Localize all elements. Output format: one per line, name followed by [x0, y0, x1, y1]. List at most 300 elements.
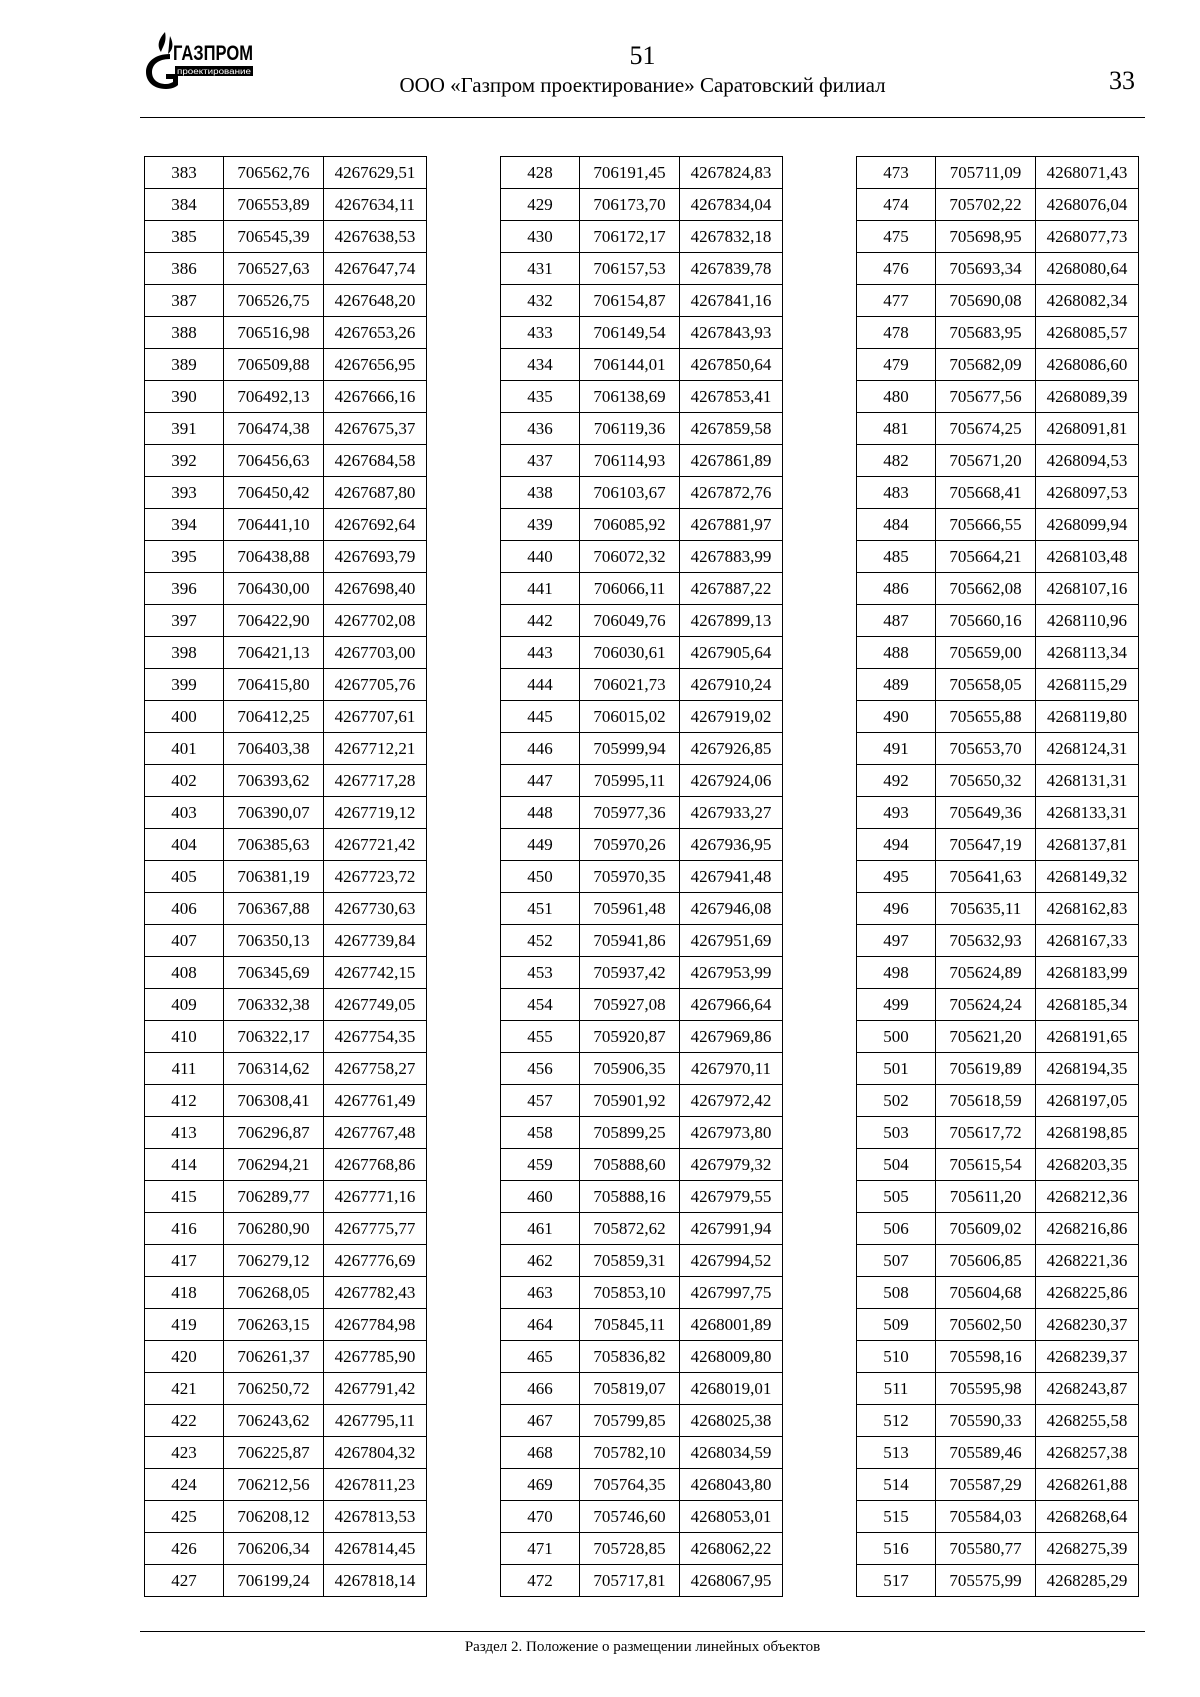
x-coordinate-cell: 706526,75	[224, 285, 324, 317]
x-coordinate-cell: 706430,00	[224, 573, 324, 605]
y-coordinate-cell: 4267905,64	[680, 637, 783, 669]
point-number-cell: 496	[857, 893, 936, 925]
point-number-cell: 499	[857, 989, 936, 1021]
point-number-cell: 509	[857, 1309, 936, 1341]
x-coordinate-cell: 705977,36	[580, 797, 680, 829]
y-coordinate-cell: 4267707,61	[324, 701, 427, 733]
table-row	[145, 1149, 427, 1181]
point-number-cell: 410	[145, 1021, 224, 1053]
x-coordinate-cell: 705674,25	[936, 413, 1036, 445]
x-coordinate-cell: 705650,32	[936, 765, 1036, 797]
point-number-cell: 439	[501, 509, 580, 541]
y-coordinate-cell: 4268110,96	[1036, 605, 1139, 637]
table-row	[145, 541, 427, 573]
table-row	[145, 1565, 427, 1597]
x-coordinate-cell: 706243,62	[224, 1405, 324, 1437]
x-coordinate-cell: 705660,16	[936, 605, 1036, 637]
x-coordinate-cell: 706562,76	[224, 157, 324, 189]
y-coordinate-cell: 4267887,22	[680, 573, 783, 605]
y-coordinate-cell: 4267814,45	[324, 1533, 427, 1565]
table-row	[145, 381, 427, 413]
x-coordinate-cell: 706314,62	[224, 1053, 324, 1085]
x-coordinate-cell: 705901,92	[580, 1085, 680, 1117]
table-row	[857, 1437, 1139, 1469]
x-coordinate-cell: 705746,60	[580, 1501, 680, 1533]
y-coordinate-cell: 4267997,75	[680, 1277, 783, 1309]
x-coordinate-cell: 706456,63	[224, 445, 324, 477]
point-number-cell: 459	[501, 1149, 580, 1181]
y-coordinate-cell: 4268124,31	[1036, 733, 1139, 765]
y-coordinate-cell: 4267771,16	[324, 1181, 427, 1213]
table-row	[857, 1181, 1139, 1213]
y-coordinate-cell: 4267872,76	[680, 477, 783, 509]
y-coordinate-cell: 4268221,36	[1036, 1245, 1139, 1277]
point-number-cell: 393	[145, 477, 224, 509]
point-number-cell: 476	[857, 253, 936, 285]
table-row	[145, 157, 427, 189]
table-row	[857, 477, 1139, 509]
x-coordinate-cell: 705690,08	[936, 285, 1036, 317]
point-number-cell: 429	[501, 189, 580, 221]
x-coordinate-cell: 706015,02	[580, 701, 680, 733]
y-coordinate-cell: 4268089,39	[1036, 381, 1139, 413]
x-coordinate-cell: 706173,70	[580, 189, 680, 221]
point-number-cell: 495	[857, 861, 936, 893]
x-coordinate-cell: 705683,95	[936, 317, 1036, 349]
table-row	[857, 445, 1139, 477]
table-row	[857, 573, 1139, 605]
y-coordinate-cell: 4267775,77	[324, 1213, 427, 1245]
y-coordinate-cell: 4267705,76	[324, 669, 427, 701]
x-coordinate-cell: 706280,90	[224, 1213, 324, 1245]
table-row	[145, 1533, 427, 1565]
x-coordinate-cell: 705619,89	[936, 1053, 1036, 1085]
point-number-cell: 513	[857, 1437, 936, 1469]
y-coordinate-cell: 4267767,48	[324, 1117, 427, 1149]
x-coordinate-cell: 706030,61	[580, 637, 680, 669]
y-coordinate-cell: 4267776,69	[324, 1245, 427, 1277]
x-coordinate-cell: 706144,01	[580, 349, 680, 381]
point-number-cell: 498	[857, 957, 936, 989]
y-coordinate-cell: 4268099,94	[1036, 509, 1139, 541]
table-row	[145, 509, 427, 541]
x-coordinate-cell: 705611,20	[936, 1181, 1036, 1213]
point-number-cell: 416	[145, 1213, 224, 1245]
page-number: 51	[629, 41, 656, 70]
y-coordinate-cell: 4267936,95	[680, 829, 783, 861]
x-coordinate-cell: 706154,87	[580, 285, 680, 317]
x-coordinate-cell: 705587,29	[936, 1469, 1036, 1501]
table-row	[501, 509, 783, 541]
y-coordinate-cell: 4267687,80	[324, 477, 427, 509]
point-number-cell: 485	[857, 541, 936, 573]
point-number-cell: 388	[145, 317, 224, 349]
y-coordinate-cell: 4268097,53	[1036, 477, 1139, 509]
table-row	[501, 1053, 783, 1085]
y-coordinate-cell: 4268183,99	[1036, 957, 1139, 989]
y-coordinate-cell: 4267721,42	[324, 829, 427, 861]
point-number-cell: 422	[145, 1405, 224, 1437]
x-coordinate-cell: 705711,09	[936, 157, 1036, 189]
x-coordinate-cell: 706509,88	[224, 349, 324, 381]
x-coordinate-cell: 706381,19	[224, 861, 324, 893]
point-number-cell: 464	[501, 1309, 580, 1341]
y-coordinate-cell: 4267818,14	[324, 1565, 427, 1597]
point-number-cell: 412	[145, 1085, 224, 1117]
point-number-cell: 444	[501, 669, 580, 701]
y-coordinate-cell: 4267853,41	[680, 381, 783, 413]
x-coordinate-cell: 705702,22	[936, 189, 1036, 221]
point-number-cell: 383	[145, 157, 224, 189]
point-number-cell: 512	[857, 1405, 936, 1437]
y-coordinate-cell: 4268076,04	[1036, 189, 1139, 221]
x-coordinate-cell: 706403,38	[224, 733, 324, 765]
point-number-cell: 386	[145, 253, 224, 285]
y-coordinate-cell: 4267979,55	[680, 1181, 783, 1213]
x-coordinate-cell: 706553,89	[224, 189, 324, 221]
table-row	[501, 1341, 783, 1373]
point-number-cell: 437	[501, 445, 580, 477]
x-coordinate-cell: 706438,88	[224, 541, 324, 573]
point-number-cell: 479	[857, 349, 936, 381]
y-coordinate-cell: 4267761,49	[324, 1085, 427, 1117]
y-coordinate-cell: 4267881,97	[680, 509, 783, 541]
x-coordinate-cell: 705853,10	[580, 1277, 680, 1309]
x-coordinate-cell: 706492,13	[224, 381, 324, 413]
table-row	[145, 989, 427, 1021]
y-coordinate-cell: 4267946,08	[680, 893, 783, 925]
x-coordinate-cell: 706199,24	[224, 1565, 324, 1597]
table-row	[857, 381, 1139, 413]
table-row	[145, 285, 427, 317]
table-row	[501, 157, 783, 189]
table-row	[145, 349, 427, 381]
table-row	[501, 477, 783, 509]
y-coordinate-cell: 4268019,01	[680, 1373, 783, 1405]
y-coordinate-cell: 4268094,53	[1036, 445, 1139, 477]
y-coordinate-cell: 4268107,16	[1036, 573, 1139, 605]
x-coordinate-cell: 706138,69	[580, 381, 680, 413]
x-coordinate-cell: 705602,50	[936, 1309, 1036, 1341]
table-row	[857, 701, 1139, 733]
y-coordinate-cell: 4268275,39	[1036, 1533, 1139, 1565]
y-coordinate-cell: 4268137,81	[1036, 829, 1139, 861]
point-number-cell: 515	[857, 1501, 936, 1533]
y-coordinate-cell: 4267638,53	[324, 221, 427, 253]
table-row	[857, 925, 1139, 957]
table-row	[501, 1309, 783, 1341]
y-coordinate-cell: 4267859,58	[680, 413, 783, 445]
point-number-cell: 424	[145, 1469, 224, 1501]
table-row	[857, 1309, 1139, 1341]
point-number-cell: 470	[501, 1501, 580, 1533]
table-row	[857, 1373, 1139, 1405]
table-row	[501, 989, 783, 1021]
x-coordinate-cell: 706072,32	[580, 541, 680, 573]
y-coordinate-cell: 4268034,59	[680, 1437, 783, 1469]
x-coordinate-cell: 706289,77	[224, 1181, 324, 1213]
point-number-cell: 510	[857, 1341, 936, 1373]
y-coordinate-cell: 4267702,08	[324, 605, 427, 637]
table-row	[501, 317, 783, 349]
table-row	[145, 573, 427, 605]
y-coordinate-cell: 4267843,93	[680, 317, 783, 349]
x-coordinate-cell: 706294,21	[224, 1149, 324, 1181]
x-coordinate-cell: 705899,25	[580, 1117, 680, 1149]
point-number-cell: 478	[857, 317, 936, 349]
point-number-cell: 419	[145, 1309, 224, 1341]
table-row	[501, 1373, 783, 1405]
y-coordinate-cell: 4267795,11	[324, 1405, 427, 1437]
y-coordinate-cell: 4268133,31	[1036, 797, 1139, 829]
x-coordinate-cell: 705658,05	[936, 669, 1036, 701]
point-number-cell: 418	[145, 1277, 224, 1309]
x-coordinate-cell: 705664,21	[936, 541, 1036, 573]
y-coordinate-cell: 4268203,35	[1036, 1149, 1139, 1181]
y-coordinate-cell: 4268115,29	[1036, 669, 1139, 701]
x-coordinate-cell: 706049,76	[580, 605, 680, 637]
x-coordinate-cell: 706308,41	[224, 1085, 324, 1117]
x-coordinate-cell: 705659,00	[936, 637, 1036, 669]
point-number-cell: 415	[145, 1181, 224, 1213]
y-coordinate-cell: 4267782,43	[324, 1277, 427, 1309]
point-number-cell: 514	[857, 1469, 936, 1501]
y-coordinate-cell: 4267758,27	[324, 1053, 427, 1085]
point-number-cell: 492	[857, 765, 936, 797]
point-number-cell: 480	[857, 381, 936, 413]
y-coordinate-cell: 4268043,80	[680, 1469, 783, 1501]
x-coordinate-cell: 705615,54	[936, 1149, 1036, 1181]
point-number-cell: 403	[145, 797, 224, 829]
table-row	[501, 445, 783, 477]
table-row	[857, 1245, 1139, 1277]
point-number-cell: 425	[145, 1501, 224, 1533]
y-coordinate-cell: 4267973,80	[680, 1117, 783, 1149]
y-coordinate-cell: 4267850,64	[680, 349, 783, 381]
y-coordinate-cell: 4268230,37	[1036, 1309, 1139, 1341]
x-coordinate-cell: 706268,05	[224, 1277, 324, 1309]
point-number-cell: 427	[145, 1565, 224, 1597]
point-number-cell: 472	[501, 1565, 580, 1597]
y-coordinate-cell: 4268086,60	[1036, 349, 1139, 381]
x-coordinate-cell: 705717,81	[580, 1565, 680, 1597]
table-row	[501, 285, 783, 317]
y-coordinate-cell: 4267739,84	[324, 925, 427, 957]
y-coordinate-cell: 4268239,37	[1036, 1341, 1139, 1373]
point-number-cell: 484	[857, 509, 936, 541]
table-row	[145, 253, 427, 285]
point-number-cell: 507	[857, 1245, 936, 1277]
y-coordinate-cell: 4267933,27	[680, 797, 783, 829]
y-coordinate-cell: 4268191,65	[1036, 1021, 1139, 1053]
point-number-cell: 493	[857, 797, 936, 829]
point-number-cell: 486	[857, 573, 936, 605]
table-row	[501, 349, 783, 381]
y-coordinate-cell: 4267730,63	[324, 893, 427, 925]
table-row	[145, 957, 427, 989]
y-coordinate-cell: 4267861,89	[680, 445, 783, 477]
y-coordinate-cell: 4267972,42	[680, 1085, 783, 1117]
x-coordinate-cell: 706119,36	[580, 413, 680, 445]
point-number-cell: 447	[501, 765, 580, 797]
point-number-cell: 469	[501, 1469, 580, 1501]
table-row	[857, 765, 1139, 797]
table-row	[145, 605, 427, 637]
x-coordinate-cell: 705606,85	[936, 1245, 1036, 1277]
y-coordinate-cell: 4268255,58	[1036, 1405, 1139, 1437]
y-coordinate-cell: 4268162,83	[1036, 893, 1139, 925]
y-coordinate-cell: 4267634,11	[324, 189, 427, 221]
point-number-cell: 482	[857, 445, 936, 477]
table-row	[857, 189, 1139, 221]
table-row	[145, 1373, 427, 1405]
table-row	[857, 509, 1139, 541]
y-coordinate-cell: 4267675,37	[324, 413, 427, 445]
y-coordinate-cell: 4267719,12	[324, 797, 427, 829]
x-coordinate-cell: 706250,72	[224, 1373, 324, 1405]
y-coordinate-cell: 4267693,79	[324, 541, 427, 573]
y-coordinate-cell: 4267832,18	[680, 221, 783, 253]
x-coordinate-cell: 705970,35	[580, 861, 680, 893]
x-coordinate-cell: 706332,38	[224, 989, 324, 1021]
y-coordinate-cell: 4267656,95	[324, 349, 427, 381]
x-coordinate-cell: 706149,54	[580, 317, 680, 349]
table-row	[145, 1277, 427, 1309]
x-coordinate-cell: 705872,62	[580, 1213, 680, 1245]
table-row	[145, 861, 427, 893]
coordinates-table-3	[856, 156, 1139, 1597]
table-row	[145, 189, 427, 221]
point-number-cell: 445	[501, 701, 580, 733]
x-coordinate-cell: 705937,42	[580, 957, 680, 989]
table-row	[857, 1085, 1139, 1117]
y-coordinate-cell: 4268009,80	[680, 1341, 783, 1373]
coordinates-table-2	[500, 156, 783, 1597]
point-number-cell: 390	[145, 381, 224, 413]
y-coordinate-cell: 4267653,26	[324, 317, 427, 349]
x-coordinate-cell: 706157,53	[580, 253, 680, 285]
point-number-cell: 401	[145, 733, 224, 765]
table-row	[857, 1277, 1139, 1309]
x-coordinate-cell: 706296,87	[224, 1117, 324, 1149]
table-row	[501, 1085, 783, 1117]
x-coordinate-cell: 706527,63	[224, 253, 324, 285]
point-number-cell: 440	[501, 541, 580, 573]
table-row	[145, 829, 427, 861]
point-number-cell: 449	[501, 829, 580, 861]
table-row	[857, 1213, 1139, 1245]
x-coordinate-cell: 706263,15	[224, 1309, 324, 1341]
x-coordinate-cell: 706385,63	[224, 829, 324, 861]
point-number-cell: 481	[857, 413, 936, 445]
y-coordinate-cell: 4268025,38	[680, 1405, 783, 1437]
x-coordinate-cell: 705590,33	[936, 1405, 1036, 1437]
table-row	[501, 605, 783, 637]
point-number-cell: 477	[857, 285, 936, 317]
x-coordinate-cell: 706350,13	[224, 925, 324, 957]
x-coordinate-cell: 705799,85	[580, 1405, 680, 1437]
x-coordinate-cell: 705970,26	[580, 829, 680, 861]
point-number-cell: 438	[501, 477, 580, 509]
table-row	[501, 1533, 783, 1565]
y-coordinate-cell: 4267784,98	[324, 1309, 427, 1341]
x-coordinate-cell: 706545,39	[224, 221, 324, 253]
x-coordinate-cell: 705845,11	[580, 1309, 680, 1341]
y-coordinate-cell: 4268194,35	[1036, 1053, 1139, 1085]
y-coordinate-cell: 4267648,20	[324, 285, 427, 317]
point-number-cell: 450	[501, 861, 580, 893]
table-row	[145, 413, 427, 445]
x-coordinate-cell: 706441,10	[224, 509, 324, 541]
x-coordinate-cell: 706261,37	[224, 1341, 324, 1373]
x-coordinate-cell: 705641,63	[936, 861, 1036, 893]
y-coordinate-cell: 4267666,16	[324, 381, 427, 413]
x-coordinate-cell: 705635,11	[936, 893, 1036, 925]
x-coordinate-cell: 706172,17	[580, 221, 680, 253]
x-coordinate-cell: 705624,89	[936, 957, 1036, 989]
table-row	[145, 1405, 427, 1437]
x-coordinate-cell: 706345,69	[224, 957, 324, 989]
table-row	[501, 1501, 783, 1533]
point-number-cell: 441	[501, 573, 580, 605]
point-number-cell: 466	[501, 1373, 580, 1405]
x-coordinate-cell: 705920,87	[580, 1021, 680, 1053]
table-row	[857, 989, 1139, 1021]
y-coordinate-cell: 4268225,86	[1036, 1277, 1139, 1309]
table-row	[857, 669, 1139, 701]
x-coordinate-cell: 705649,36	[936, 797, 1036, 829]
point-number-cell: 483	[857, 477, 936, 509]
table-row	[145, 1341, 427, 1373]
point-number-cell: 406	[145, 893, 224, 925]
point-number-cell: 413	[145, 1117, 224, 1149]
point-number-cell: 399	[145, 669, 224, 701]
x-coordinate-cell: 705941,86	[580, 925, 680, 957]
table-row	[145, 893, 427, 925]
x-coordinate-cell: 706450,42	[224, 477, 324, 509]
y-coordinate-cell: 4267991,94	[680, 1213, 783, 1245]
point-number-cell: 503	[857, 1117, 936, 1149]
x-coordinate-cell: 705764,35	[580, 1469, 680, 1501]
point-number-cell: 504	[857, 1149, 936, 1181]
table-row	[857, 1341, 1139, 1373]
point-number-cell: 426	[145, 1533, 224, 1565]
x-coordinate-cell: 705859,31	[580, 1245, 680, 1277]
y-coordinate-cell: 4267703,00	[324, 637, 427, 669]
table-row	[145, 1501, 427, 1533]
x-coordinate-cell: 706206,34	[224, 1533, 324, 1565]
x-coordinate-cell: 706415,80	[224, 669, 324, 701]
point-number-cell: 488	[857, 637, 936, 669]
y-coordinate-cell: 4267994,52	[680, 1245, 783, 1277]
y-coordinate-cell: 4267953,99	[680, 957, 783, 989]
table-row	[857, 1565, 1139, 1597]
table-row	[501, 573, 783, 605]
x-coordinate-cell: 705647,19	[936, 829, 1036, 861]
point-number-cell: 511	[857, 1373, 936, 1405]
table-row	[501, 1277, 783, 1309]
y-coordinate-cell: 4267712,21	[324, 733, 427, 765]
x-coordinate-cell: 705632,93	[936, 925, 1036, 957]
x-coordinate-cell: 706114,93	[580, 445, 680, 477]
x-coordinate-cell: 705604,68	[936, 1277, 1036, 1309]
coordinates-table-1	[144, 156, 427, 1597]
point-number-cell: 397	[145, 605, 224, 637]
point-number-cell: 446	[501, 733, 580, 765]
y-coordinate-cell: 4267742,15	[324, 957, 427, 989]
y-coordinate-cell: 4267698,40	[324, 573, 427, 605]
x-coordinate-cell: 705819,07	[580, 1373, 680, 1405]
